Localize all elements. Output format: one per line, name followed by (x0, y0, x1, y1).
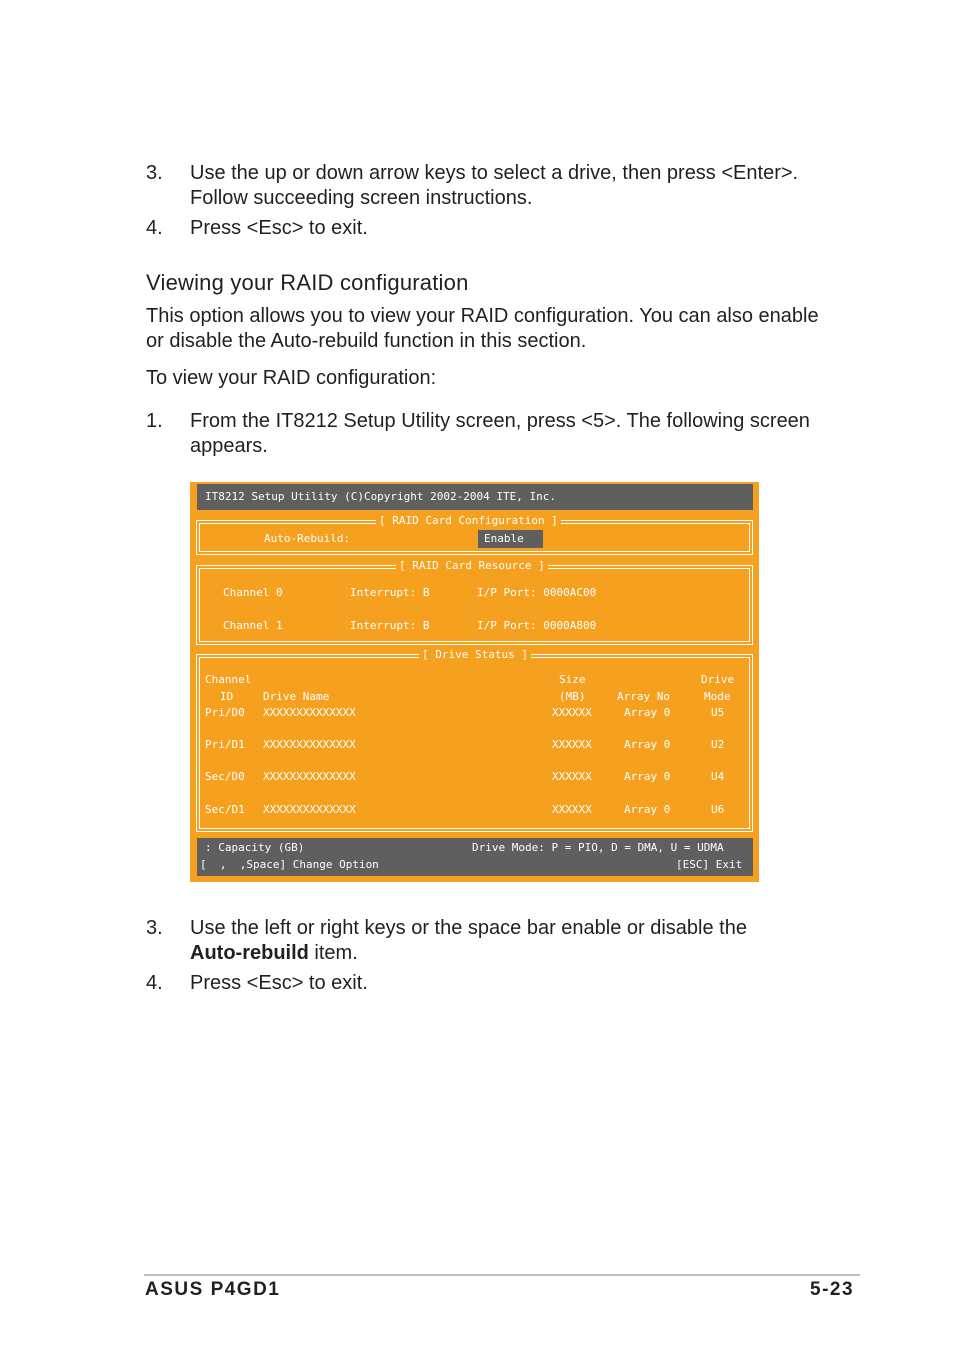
drive-name: XXXXXXXXXXXXXX (263, 770, 356, 783)
step-text: Use the left or right keys or the space bar enable or disable the (190, 917, 747, 939)
auto-rebuild-value: Enable (484, 532, 524, 545)
drive-mode: U6 (711, 803, 725, 816)
drive-size: XXXXXX (552, 770, 592, 783)
step-text-tail: item. (308, 942, 358, 964)
step-text: appears. (190, 435, 268, 457)
drive-mode: U4 (711, 770, 725, 783)
drive-id: Pri/D1 (205, 738, 245, 751)
header-array-no: Array No (617, 690, 670, 703)
step-number: 1. (146, 410, 163, 432)
drive-name: XXXXXXXXXXXXXX (263, 706, 356, 719)
channel-0-interrupt: Interrupt: B (350, 586, 430, 599)
drive-array: Array 0 (624, 770, 671, 783)
lead-text: To view your RAID configuration: (146, 367, 437, 389)
bios-footer-bar (197, 838, 753, 876)
drive-size: XXXXXX (552, 706, 592, 719)
footer-product: ASUS P4GD1 (145, 1279, 281, 1300)
step-text: Press <Esc> to exit. (190, 217, 368, 239)
channel-0-port: I/P Port: 0000AC00 (477, 586, 597, 599)
header-mode: Mode (704, 690, 731, 703)
drive-mode: U2 (711, 738, 725, 751)
resource-title: [ RAID Card Resource ] (396, 559, 548, 572)
bios-screen (190, 482, 759, 882)
step-number: 4. (146, 972, 163, 994)
bios-title-bar (197, 484, 753, 510)
step-text: Press <Esc> to exit. (190, 972, 368, 994)
header-channel: Channel (205, 673, 252, 686)
header-id: ID (220, 690, 234, 703)
header-mb: (MB) (559, 690, 586, 703)
header-drive: Drive (701, 673, 735, 686)
auto-rebuild-term: Auto-rebuild (190, 942, 309, 964)
footer-drive-mode: Drive Mode: P = PIO, D = DMA, U = UDMA (472, 841, 724, 854)
channel-1-interrupt: Interrupt: B (350, 619, 430, 632)
drive-size: XXXXXX (552, 803, 592, 816)
auto-rebuild-label: Auto-Rebuild: (264, 532, 351, 545)
drive-id: Sec/D1 (205, 803, 245, 816)
drive-id: Sec/D0 (205, 770, 245, 783)
footer-capacity: : Capacity (GB) (205, 841, 305, 854)
channel-0-name: Channel 0 (223, 586, 283, 599)
drive-name: XXXXXXXXXXXXXX (263, 803, 356, 816)
footer-exit: [ESC] Exit (676, 858, 743, 871)
intro-line-2: or disable the Auto-rebuild function in this section. (146, 330, 587, 352)
footer-rule (144, 1274, 860, 1276)
drive-array: Array 0 (624, 706, 671, 719)
auto-rebuild-value-box[interactable] (478, 530, 543, 548)
section-heading: Viewing your RAID configuration (146, 270, 469, 295)
drive-id: Pri/D0 (205, 706, 245, 719)
step-number: 3. (146, 162, 163, 184)
drive-size: XXXXXX (552, 738, 592, 751)
drive-array: Array 0 (624, 738, 671, 751)
header-drive-name: Drive Name (263, 690, 330, 703)
drive-status-title: [ Drive Status ] (419, 648, 531, 661)
config-title: [ RAID Card Configuration ] (376, 514, 561, 527)
drive-name: XXXXXXXXXXXXXX (263, 738, 356, 751)
intro-line-1: This option allows you to view your RAID configuration. You can also enable (146, 305, 819, 327)
footer-page-number: 5-23 (810, 1279, 855, 1300)
drive-array: Array 0 (624, 803, 671, 816)
footer-change-option: [ , ,Space] Change Option (200, 858, 379, 871)
channel-1-port: I/P Port: 0000A800 (477, 619, 597, 632)
drive-mode: U5 (711, 706, 725, 719)
step-text: Follow succeeding screen instructions. (190, 187, 533, 209)
step-number: 3. (146, 917, 163, 939)
header-size: Size (559, 673, 586, 686)
step-text-2 (190, 941, 358, 966)
channel-1-name: Channel 1 (223, 619, 283, 632)
step-text: Use the up or down arrow keys to select a drive, then press <Enter>. (190, 162, 799, 184)
step-text: From the IT8212 Setup Utility screen, press <5>. The following screen (190, 410, 810, 432)
bios-title: IT8212 Setup Utility (C)Copyright 2002-2004 ITE, Inc. (205, 490, 556, 503)
step-number: 4. (146, 217, 163, 239)
